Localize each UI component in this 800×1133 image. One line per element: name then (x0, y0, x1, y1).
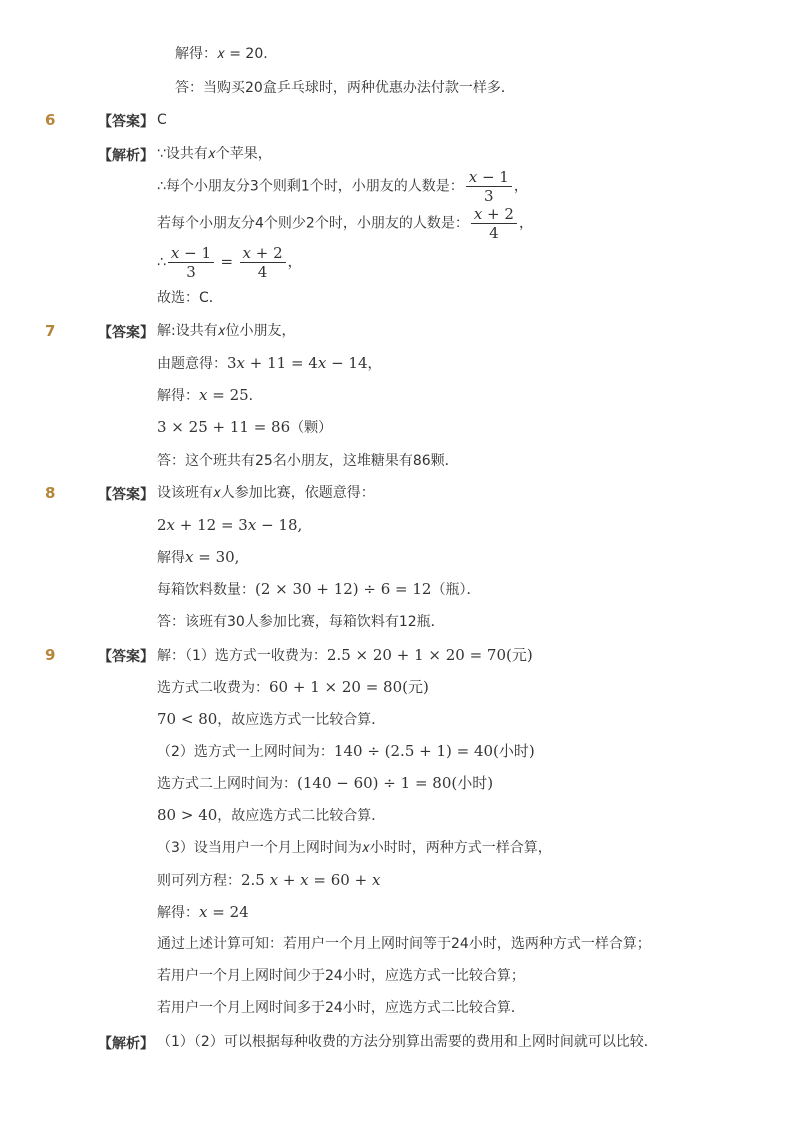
text: （2）选方式一上网时间为： (157, 744, 334, 760)
solution-line (157, 742, 535, 761)
text: 解：（1）选方式一收费为： (157, 648, 327, 664)
question-number-7: 7 (45, 322, 56, 340)
solution-line: 解:设共有𝑥位小朋友， (157, 323, 296, 339)
equation: 140 ÷ (2.5 + 1) = 40(小时) (333, 742, 535, 760)
solution-line: 解得：𝑥 = 20. (175, 46, 268, 62)
question-number-9: 9 (45, 646, 56, 664)
text: ∴每个小朋友分3个则剩1个时，小朋友的人数是： (157, 178, 464, 195)
solution-line: 设该班有𝑥人参加比赛，依题意得： (157, 485, 375, 501)
equation: 60 + 1 × 20 = 80(元) (269, 678, 429, 696)
text: ，故应选方式二比较合算． (217, 808, 386, 824)
solution-line (157, 418, 332, 437)
equation: 𝑥 = 24 (199, 903, 249, 921)
text: ， (367, 356, 382, 372)
equation: (2 × 30 + 12) ÷ 6 = 12 (255, 580, 432, 598)
question-number-8: 8 (45, 484, 56, 502)
solution-line (157, 548, 239, 567)
solution-line: （3）设当用户一个月上网时间为𝑥小时时，两种方式一样合算， (157, 840, 552, 856)
text: 每箱饮料数量： (157, 582, 255, 598)
text: 由题意得： (157, 356, 227, 372)
analysis-tag: 【解析】 (98, 1036, 154, 1052)
denominator: 3 (484, 187, 494, 205)
text: 则可列方程： (157, 873, 241, 889)
fraction (466, 168, 512, 205)
solution-line (157, 871, 380, 890)
equation: 𝑥 = 25 (199, 386, 249, 404)
equation: 2𝑥 + 12 = 3𝑥 − 18, (157, 516, 303, 534)
solution-line (157, 386, 263, 405)
answer-tag: 【答案】 (98, 114, 154, 130)
answer-tag: 【答案】 (98, 487, 154, 503)
equation: (140 − 60) ÷ 1 = 80(小时) (297, 774, 494, 792)
numerator: 𝑥 + 2 (240, 244, 286, 263)
text: ， (513, 178, 528, 195)
solution-line (157, 806, 385, 825)
therefore-symbol: ∴ (157, 254, 166, 271)
fraction (240, 244, 286, 281)
denominator: 4 (257, 263, 268, 281)
text: 选方式二上网时间为： (157, 776, 297, 792)
numerator: 𝑥 − 1 (168, 244, 214, 263)
equation: 3𝑥 + 11 = 4𝑥 − 14 (227, 354, 368, 372)
equation: 2.5 × 20 + 1 × 20 = 70(元) (326, 646, 533, 664)
text: 若每个小朋友分4个则少2个时，小朋友的人数是： (157, 215, 469, 232)
analysis-line: （1）（2）可以根据每种收费的方法分别算出需要的费用和上网时间就可以比较． (157, 1034, 658, 1050)
solution-line (157, 678, 429, 697)
conclusion-line: 故选：C． (157, 290, 223, 306)
conclusion-line: 若用户一个月上网时间多于24小时，应选方式二比较合算． (157, 1000, 525, 1016)
solution-line (157, 354, 382, 373)
text: ，故应选方式一比较合算． (217, 712, 386, 728)
analysis-line-fraction (157, 205, 533, 242)
answer-line: 答：这个班共有25名小朋友，这堆糖果有86颗． (157, 453, 459, 469)
inequality: 70 < 80 (157, 710, 218, 728)
solution-line (157, 516, 302, 535)
equation: 𝑥 = 30, (185, 548, 240, 566)
denominator: 4 (489, 224, 499, 242)
text: （瓶）． (431, 582, 481, 598)
inequality: 80 > 40 (157, 806, 218, 824)
text: ． (248, 388, 263, 404)
text: （颗） (290, 420, 333, 436)
conclusion-line: 通过上述计算可知：若用户一个月上网时间等于24小时，选两种方式一样合算； (157, 936, 651, 952)
text: 解得： (157, 388, 199, 404)
conclusion-line: 若用户一个月上网时间少于24小时，应选方式一比较合算； (157, 968, 525, 984)
numerator: 𝑥 − 1 (466, 168, 512, 187)
equation: 2.5 𝑥 + 𝑥 = 60 + 𝑥 (241, 871, 381, 889)
equation-line (157, 244, 302, 281)
solution-line (157, 710, 385, 729)
answer-tag: 【答案】 (98, 649, 154, 665)
fraction (168, 244, 214, 281)
analysis-line-fraction (157, 168, 528, 205)
solution-line (157, 903, 249, 922)
text: ， (518, 215, 533, 232)
text: 选方式二收费为： (157, 680, 269, 696)
text: 解得： (157, 905, 199, 921)
answer-line: 答：当购买20盒乒乓球时，两种优惠办法付款一样多． (175, 80, 515, 96)
answer-value: C (157, 112, 167, 128)
question-number-6: 6 (45, 111, 56, 129)
analysis-tag: 【解析】 (98, 148, 154, 164)
fraction (471, 205, 517, 242)
equation: 3 × 25 + 11 = 86 (157, 418, 291, 436)
equals-sign: = (220, 252, 234, 271)
text: ， (287, 254, 302, 271)
solution-line (157, 580, 480, 599)
text: 解得 (157, 550, 185, 566)
answer-line: 答：该班有30人参加比赛，每箱饮料有12瓶． (157, 614, 445, 630)
analysis-line: ∵设共有𝑥个苹果， (157, 146, 272, 162)
numerator: 𝑥 + 2 (471, 205, 517, 224)
denominator: 3 (186, 263, 196, 281)
solution-line (157, 774, 493, 793)
solution-line (157, 646, 533, 665)
answer-tag: 【答案】 (98, 325, 154, 341)
